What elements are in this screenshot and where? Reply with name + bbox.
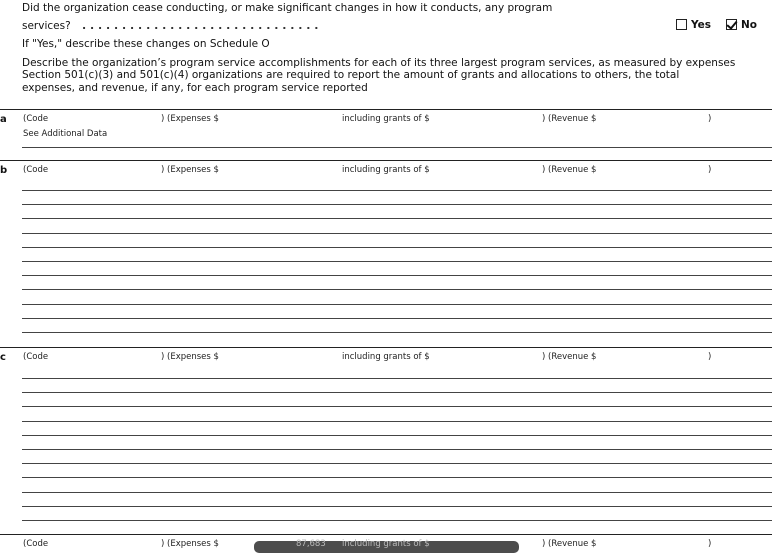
description-line xyxy=(22,261,772,262)
revenue-field: ) (Revenue $ xyxy=(542,539,597,549)
description-line xyxy=(22,449,772,450)
grants-field: including grants of $ xyxy=(342,165,430,175)
expenses-value: 87,683 xyxy=(296,539,326,549)
close-paren: ) xyxy=(708,539,712,549)
section-divider xyxy=(0,160,772,161)
description-line xyxy=(22,233,772,234)
description-line xyxy=(22,204,772,205)
yes-label: Yes xyxy=(691,19,712,31)
description-line xyxy=(22,520,772,521)
description-line xyxy=(22,304,772,305)
close-paren: ) xyxy=(708,352,712,362)
code-field: (Code xyxy=(23,539,49,549)
no-checkbox[interactable] xyxy=(726,19,737,30)
description-line xyxy=(22,492,772,493)
description-line xyxy=(22,406,772,407)
grants-field: including grants of $ xyxy=(342,539,430,549)
revenue-field: ) (Revenue $ xyxy=(542,114,597,124)
grants-field: including grants of $ xyxy=(342,114,430,124)
section-divider xyxy=(0,109,772,110)
description-line xyxy=(22,289,772,290)
section-divider xyxy=(0,347,772,348)
grants-field: including grants of $ xyxy=(342,352,430,362)
code-field: (Code xyxy=(23,114,49,124)
expenses-field: ) (Expenses $ xyxy=(161,114,219,124)
if-yes-instruction: If "Yes," describe these changes on Schedule O xyxy=(22,38,270,50)
description-line xyxy=(22,332,772,333)
instructions-line2: Section 501(c)(3) and 501(c)(4) organizations are required to report the amount of grants and allocations to others, the total xyxy=(22,69,680,81)
additional-data-note: See Additional Data xyxy=(23,129,108,139)
description-line xyxy=(22,318,772,319)
expenses-field: ) (Expenses $ xyxy=(161,539,219,549)
no-label: No xyxy=(741,19,758,31)
code-field: (Code xyxy=(23,352,49,362)
expenses-field: ) (Expenses $ xyxy=(161,165,219,175)
description-line xyxy=(22,392,772,393)
yes-checkbox[interactable] xyxy=(676,19,687,30)
description-line xyxy=(22,477,772,478)
expenses-field: ) (Expenses $ xyxy=(161,352,219,362)
description-line xyxy=(22,247,772,248)
code-field: (Code xyxy=(23,165,49,175)
revenue-field: ) (Revenue $ xyxy=(542,352,597,362)
section-divider xyxy=(0,534,772,535)
description-line xyxy=(22,435,772,436)
description-line xyxy=(22,218,772,219)
description-line xyxy=(22,421,772,422)
close-paren: ) xyxy=(708,165,712,175)
instructions-line3: expenses, and revenue, if any, for each program service reported xyxy=(22,82,368,94)
question-text: Did the organization cease conducting, or make significant changes in how it conducts, any program xyxy=(22,2,553,14)
section-letter: a xyxy=(0,114,7,125)
description-line xyxy=(22,190,772,191)
revenue-field: ) (Revenue $ xyxy=(542,165,597,175)
description-line xyxy=(22,378,772,379)
description-line xyxy=(22,147,772,148)
description-line xyxy=(22,506,772,507)
instructions-line1: Describe the organization’s program service accomplishments for each of its three largest program services, as measured by expenses xyxy=(22,57,736,69)
description-line xyxy=(22,275,772,276)
section-letter: b xyxy=(0,165,8,176)
section-letter: c xyxy=(0,352,6,363)
leader-dots: . . . . . . . . . . . . . . . . . . . . . . . . . . . . . . xyxy=(82,19,319,32)
close-paren: ) xyxy=(708,114,712,124)
description-line xyxy=(22,463,772,464)
question-text-continued: services? xyxy=(22,20,71,32)
